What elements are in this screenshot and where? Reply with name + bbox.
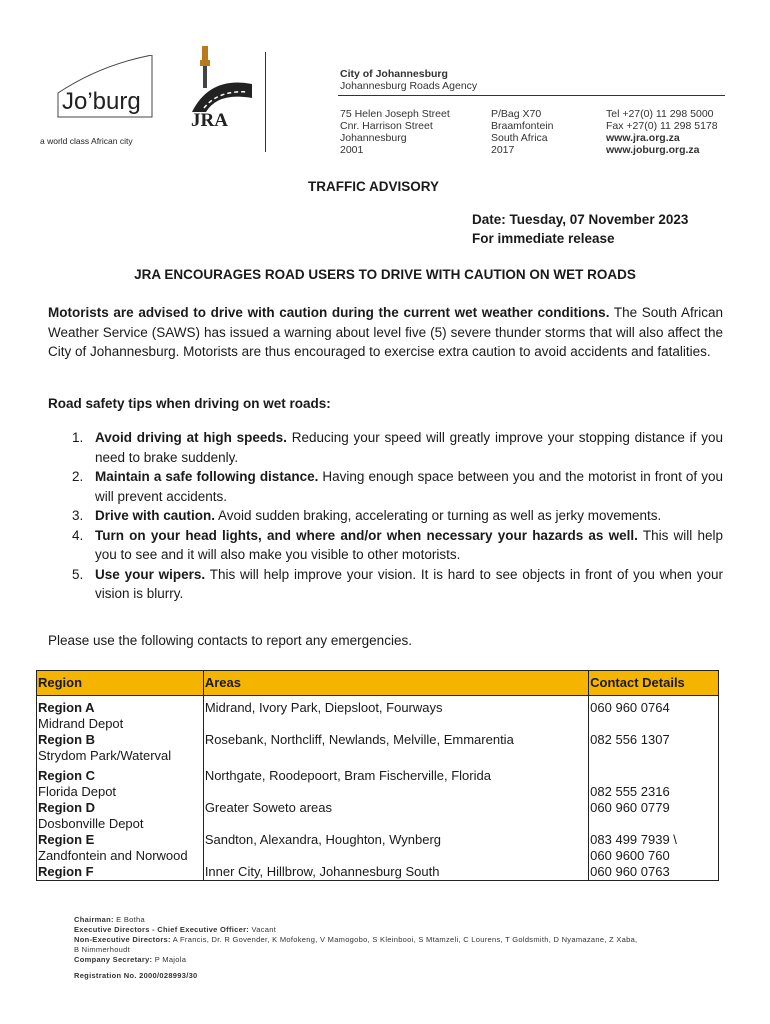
region-name: Region F (38, 864, 94, 879)
intro-bold: Motorists are advised to drive with caution during the current wet weather conditions. (48, 305, 610, 320)
joburg-logo-graphic (40, 55, 170, 150)
jra-logo (188, 40, 258, 135)
region-cell (37, 832, 204, 864)
contact-cell: 082 555 2316 (589, 768, 719, 800)
fax: Fax +27(0) 11 298 5178 (606, 120, 718, 132)
table-row (37, 800, 719, 832)
footer-nonexec-cont: B Nimmerhoudt (74, 945, 131, 954)
intro-text: The South African Weather Service (SAWS) has issued a warning about level five (5) severe thunder storms that will also affect the City of Johannesburg. Motorists are thus encouraged to exercise extra caution to avoid accidents and fatalities. (48, 305, 723, 359)
areas-cell: Sandton, Alexandra, Houghton, Wynberg (203, 832, 588, 864)
joburg-tagline: a world class African city (40, 136, 133, 146)
footer-exec (74, 925, 637, 935)
website-link-jra[interactable]: www.jra.org.za (606, 132, 680, 144)
headline: JRA ENCOURAGES ROAD USERS TO DRIVE WITH CAUTION ON WET ROADS (134, 267, 636, 282)
tip-lead: Use your wipers. (95, 566, 206, 582)
contact-cell: 060 960 0764 (589, 696, 719, 733)
intro-paragraph (48, 303, 723, 362)
table-row (37, 768, 719, 800)
table-row (37, 864, 719, 881)
footer-chairman (74, 915, 637, 925)
tip-item (72, 428, 723, 467)
telephone: Tel +27(0) 11 298 5000 (606, 108, 714, 120)
tip-lead: Maintain a safe following distance. (95, 469, 319, 484)
header-divider (265, 52, 266, 152)
address-line: 2001 (340, 144, 364, 156)
tip-text: This will help you to see and it will also make you visible to other motorists. (95, 527, 723, 562)
address-line: Johannesburg (340, 132, 407, 144)
depot-name: Zandfontein and Norwood (38, 848, 188, 863)
address-line: Braamfontein (491, 120, 554, 132)
contact-number: 083 499 7939 \ (590, 832, 677, 847)
contact-cell: 082 556 1307 (589, 732, 719, 768)
table-header-cell: Areas (203, 671, 588, 696)
agency-name: City of Johannesburg (340, 68, 448, 80)
region-cell (37, 732, 204, 768)
contact-block (606, 108, 718, 156)
region-name: Region A (38, 700, 95, 715)
region-name: Region D (38, 800, 96, 815)
tips-list (72, 428, 723, 604)
footer-value: Vacant (249, 925, 277, 934)
tip-number: 1. (72, 430, 84, 445)
tip-number: 2. (72, 469, 84, 484)
tip-text: This will help improve your vision. It is hard to see objects in front of you when your vision is blurry. (95, 566, 723, 601)
footer-label: Non-Executive Directors: (74, 935, 171, 944)
region-cell (37, 768, 204, 800)
footer-value: E Botha (113, 915, 145, 924)
address-postal (491, 108, 553, 156)
contacts-intro: Please use the following contacts to report any emergencies. (48, 633, 412, 648)
jra-logo-graphic (188, 40, 258, 135)
joburg-logo-text: Jo’burg (62, 88, 141, 115)
address-street (340, 108, 450, 156)
footer-value: A Francis, Dr. R Govender, K Mofokeng, V Mamogobo, S Kleinbooi, S Mtamzeli, C Lourens, T Goldsmith, D Nyamazane, Z Xaba, (170, 935, 638, 944)
tip-number: 3. (72, 508, 84, 523)
table-row (37, 696, 719, 733)
areas-cell: Northgate, Roodepoort, Bram Fischerville, Florida (203, 768, 588, 800)
footer-label: Executive Directors - Chief Executive Officer: (74, 925, 250, 934)
website-link-joburg[interactable]: www.joburg.org.za (606, 144, 700, 156)
areas-cell: Rosebank, Northcliff, Newlands, Melville, Emmarentia (203, 732, 588, 768)
contact-number: 060 9600 760 (590, 848, 670, 863)
advisory-title: TRAFFIC ADVISORY (308, 179, 439, 194)
jra-logo-text: JRA (191, 110, 228, 131)
contact-cell: 060 960 0779 (589, 800, 719, 832)
footer-registration: Registration No. 2000/028993/30 (74, 971, 198, 980)
table-header-row (37, 671, 719, 696)
tip-item (72, 565, 723, 604)
date-block (472, 210, 688, 248)
tip-lead: Drive with caution. (95, 508, 216, 523)
footer-value: P Majola (152, 955, 187, 964)
table-header-cell: Contact Details (589, 671, 719, 696)
address-line: South Africa (491, 132, 548, 144)
emergency-contacts-table (36, 670, 719, 881)
contact-cell (589, 832, 719, 864)
region-cell (37, 800, 204, 832)
address-line: 2017 (491, 144, 515, 156)
address-line: 75 Helen Joseph Street (340, 108, 450, 120)
depot-name: Strydom Park/Waterval (38, 748, 172, 763)
table-header-cell: Region (37, 671, 204, 696)
tips-heading: Road safety tips when driving on wet roads: (48, 396, 331, 411)
table-row (37, 832, 719, 864)
areas-cell: Greater Soweto areas (203, 800, 588, 832)
agency-block (340, 68, 477, 92)
agency-subtitle: Johannesburg Roads Agency (340, 80, 478, 92)
date-line: Date: Tuesday, 07 November 2023 (472, 212, 689, 227)
tip-item (72, 467, 723, 506)
footer (74, 915, 637, 981)
region-cell (37, 696, 204, 733)
depot-name: Florida Depot (38, 784, 117, 799)
region-cell (37, 864, 204, 881)
footer-secretary (74, 955, 637, 965)
address-line: Cnr. Harrison Street (340, 120, 433, 132)
header-rule (338, 95, 725, 96)
tip-text: Reducing your speed will greatly improve your stopping distance if you need to brake suddenly. (95, 430, 723, 465)
tip-number: 5. (72, 566, 84, 582)
areas-cell: Inner City, Hillbrow, Johannesburg South (203, 864, 588, 881)
tip-text: Avoid sudden braking, accelerating or turning as well as jerky movements. (215, 508, 662, 523)
tip-item (72, 526, 723, 565)
depot-name: Midrand Depot (38, 716, 124, 731)
areas-cell: Midrand, Ivory Park, Diepsloot, Fourways (203, 696, 588, 733)
tip-item (72, 506, 723, 526)
tip-number: 4. (72, 527, 84, 543)
region-name: Region B (38, 732, 96, 747)
release-line: For immediate release (472, 231, 615, 246)
tip-lead: Avoid driving at high speeds. (95, 430, 287, 445)
footer-label: Chairman: (74, 915, 114, 924)
footer-nonexec (74, 935, 637, 945)
joburg-logo (40, 55, 170, 150)
tip-lead: Turn on your head lights, and where and/or when necessary your hazards as well. (95, 527, 638, 543)
footer-label: Company Secretary: (74, 955, 153, 964)
table-row (37, 732, 719, 768)
address-line: P/Bag X70 (491, 108, 542, 120)
depot-name: Dosbonville Depot (38, 816, 144, 831)
tip-text: Having enough space between you and the motorist in front of you will prevent accidents. (95, 469, 723, 504)
contact-cell: 060 960 0763 (589, 864, 719, 881)
region-name: Region E (38, 832, 95, 847)
region-name: Region C (38, 768, 96, 783)
